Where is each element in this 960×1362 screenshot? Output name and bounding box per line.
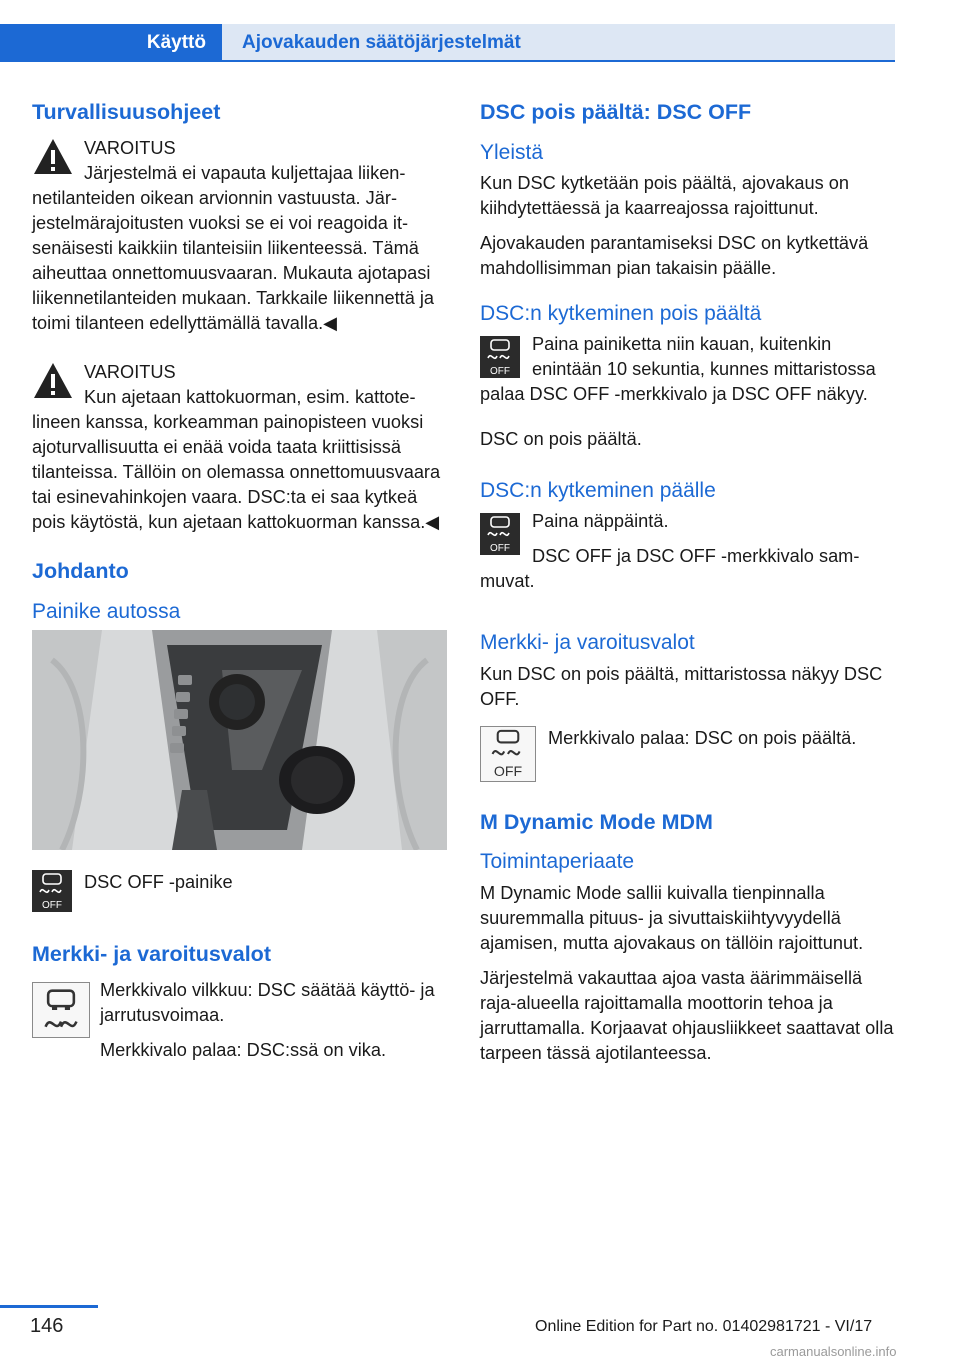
- warning-text: Kun ajetaan kattokuorman, esim. kattotelineen kanssa, korkeamman painopisteen vuoksi ajoturvallisuutta ei enää voida taata kriittisissä tilanteissa. Tällöin on olemassa onnettomuusvaara tai esinevahinkojen vaara. DSC:ta ei saa kytkeä pois käytöstä, kun ajetaan kattokuorman kanssa.◀: [32, 386, 441, 532]
- page-number: 146: [30, 1315, 64, 1337]
- warning-block-2: [32, 360, 447, 535]
- warning-triangle-icon: [32, 360, 74, 402]
- header-tab-section[interactable]: Ajovakauden säätöjärjestelmät: [222, 24, 895, 62]
- principle-paragraph-2: Järjestelmä vakauttaa ajoa vasta äärimmäisellä raja-alueella rajoittamalla moottorin tehoa ja jarruttamalla. Korjaavat ohjausliikkeet saattavat olla tarpeen tässä ajotilanteessa.: [480, 967, 894, 1063]
- principle-paragraph-1: M Dynamic Mode sallii kuivalla tienpinnalla suuremmalla pituus- ja sivuttaiskiihtyvyydellä ajamisen, mutta ajovakaus on tällöin rajoittunut.: [480, 882, 864, 953]
- warning-text: Järjestelmä ei vapauta kuljettajaa liikennetilanteiden oikean arvionnin vastuusta. Järjestelmärajoitusten vuoksi se ei voi reagoida itsenäisesti kaikkiin tilanteisiin liikenteessä. Tämä aiheuttaa onnettomuusvaaran. Mukauta ajotapasi liikennetilanteiden mukaan. Tarkkaile liikennettä ja toimi tilanteen edellyttämällä tavalla.◀: [32, 162, 435, 333]
- watermark: carmanualsonline.info: [770, 1344, 897, 1359]
- general-paragraph-1: Kun DSC kytketään pois päältä, ajovakaus on kiihdytettäessä ja kaarreajossa rajoittunut.: [480, 172, 850, 218]
- svg-text:OFF: OFF: [42, 899, 62, 911]
- indicator-on-text: Merkkivalo palaa: DSC:ssä on vika.: [100, 1039, 387, 1060]
- switch-on-heading: DSC:n kytkeminen päälle: [480, 479, 716, 503]
- button-heading: Painike autossa: [32, 599, 181, 623]
- switch-on-text-2: DSC OFF ja DSC OFF -merkkivalo sammuvat.: [480, 546, 860, 592]
- footer-accent-line: [0, 1305, 98, 1308]
- dsc-off-icon: [32, 870, 72, 912]
- mdm-heading: M Dynamic Mode MDM: [480, 809, 713, 834]
- header-tab-chapter[interactable]: Käyttö: [0, 24, 222, 62]
- svg-text:OFF: OFF: [490, 366, 510, 378]
- switch-on-row: [480, 509, 895, 604]
- dsc-off-indicator-icon: [480, 726, 536, 782]
- dsc-warning-light-icon: [32, 982, 90, 1038]
- indicator-blink-text: Merkkivalo vilkkuu: DSC säätää käyttö- ja jarrutusvoimaa.: [100, 979, 435, 1025]
- indicator-heading-right: Merkki- ja varoitusvalot: [480, 631, 695, 655]
- svg-text:OFF: OFF: [493, 762, 523, 779]
- dsc-off-indicator-row: [480, 722, 895, 784]
- left-column: [32, 100, 447, 1083]
- warning-label: VAROITUS: [84, 137, 176, 158]
- switch-on-text-1: Paina näppäintä.: [532, 511, 669, 532]
- header-bar: [0, 24, 895, 62]
- dsc-off-heading: DSC pois päältä: DSC OFF: [480, 100, 752, 124]
- general-paragraph-2: Ajovakauden parantamiseksi DSC on kytkettävä mahdollisimman pian takaisin päälle.: [480, 232, 869, 278]
- safety-heading: Turvallisuusohjeet: [32, 100, 221, 124]
- center-console-photo: [32, 630, 447, 850]
- general-heading: Yleistä: [480, 140, 544, 164]
- warning-triangle-icon: [32, 136, 74, 178]
- switch-off-row: [480, 332, 895, 417]
- switch-off-result: DSC on pois päältä.: [480, 429, 642, 450]
- warning-label: VAROITUS: [84, 361, 176, 382]
- indicator-on-text-right: Merkkivalo palaa: DSC on pois päältä.: [548, 727, 857, 748]
- edition-text: Online Edition for Part no. 01402981721 - VI/17: [535, 1318, 873, 1335]
- dsc-indicator-row: [32, 978, 447, 1073]
- right-column: [480, 100, 895, 1076]
- dsc-off-button-icon: [480, 513, 520, 555]
- indicator-text: Kun DSC on pois päältä, mittaristossa näkyy DSC OFF.: [480, 663, 883, 709]
- principle-heading: Toimintaperiaate: [480, 850, 635, 874]
- switch-off-heading: DSC:n kytkeminen pois päältä: [480, 301, 762, 325]
- indicator-heading-left: Merkki- ja varoitusvalot: [32, 941, 271, 966]
- dsc-off-button-icon: [480, 336, 520, 378]
- warning-block-1: [32, 136, 447, 336]
- switch-off-text: Paina painiketta niin kauan, kuitenkin enintään 10 sekuntia, kunnes mittaristossa palaa DSC OFF -merkkivalo ja DSC OFF näkyy.: [480, 334, 876, 405]
- intro-heading: Johdanto: [32, 558, 129, 583]
- dsc-off-button-row: [32, 866, 447, 914]
- button-caption: DSC OFF -painike: [84, 871, 233, 892]
- svg-text:OFF: OFF: [490, 543, 510, 555]
